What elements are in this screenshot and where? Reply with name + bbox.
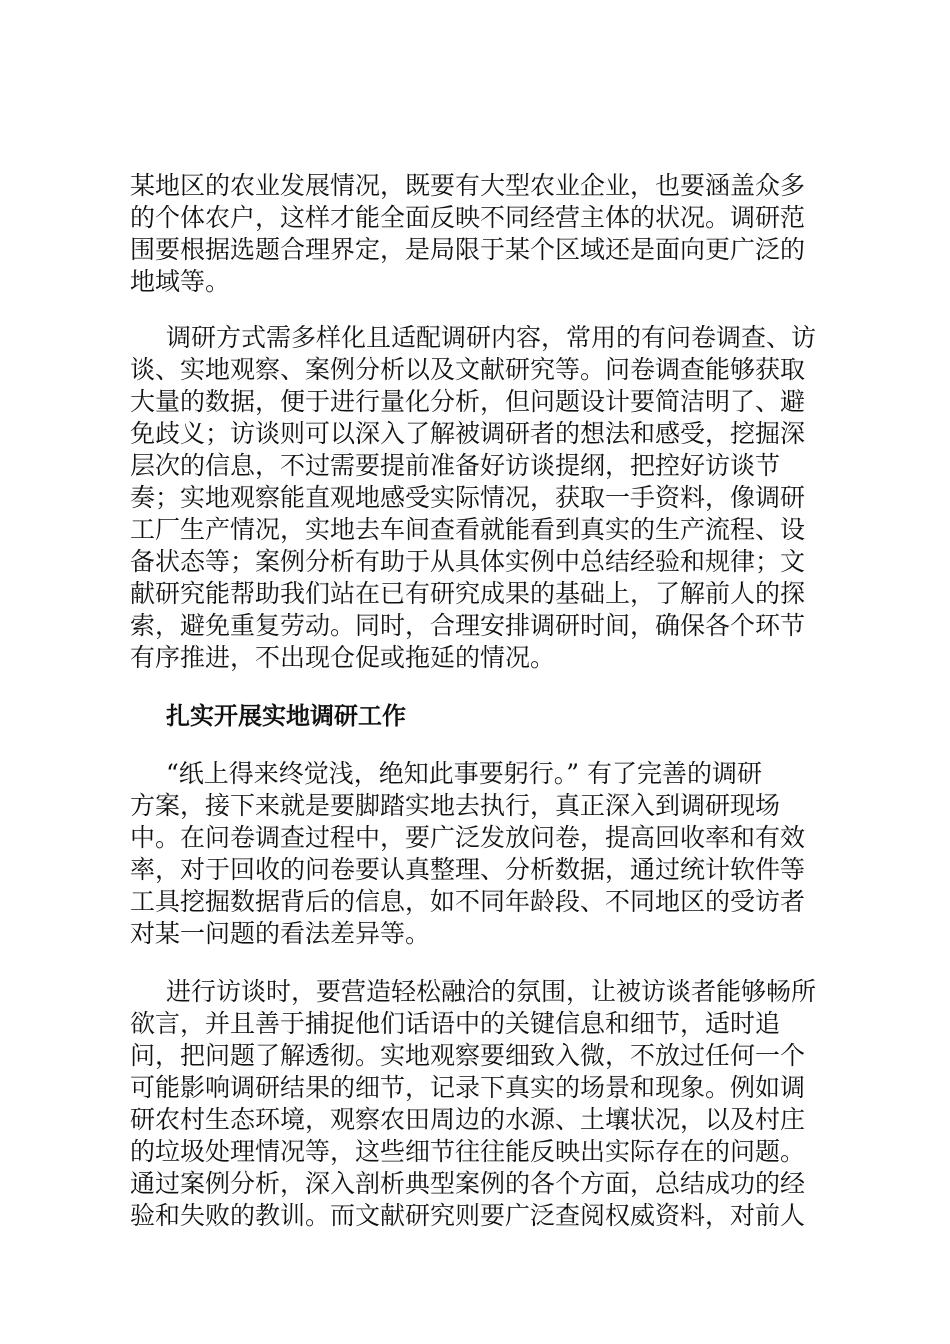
paragraph-2-line-11: 有序推进，不出现仓促或拖延的情况。: [130, 643, 556, 672]
paragraph-4-line-5: 研农村生态环境，观察农田周边的水源、土壤状况，以及村庄: [130, 1105, 806, 1134]
paragraph-4-line-4: 可能影响调研结果的细节，记录下真实的场景和现象。例如调: [130, 1073, 806, 1102]
paragraph-4-line-7: 通过案例分析，深入剖析典型案例的各个方面，总结成功的经: [130, 1169, 806, 1198]
paragraph-2-line-3: 大量的数据，便于进行量化分析，但问题设计要简洁明了、避: [130, 387, 806, 416]
section-heading: 扎实开展实地调研工作: [166, 702, 406, 730]
paragraph-2-line-1: 调研方式需多样化且适配调研内容，常用的有问卷调查、访: [166, 323, 817, 352]
paragraph-2-line-6: 奏；实地观察能直观地感受实际情况，获取一手资料，像调研: [130, 483, 806, 512]
paragraph-2-line-10: 索，避免重复劳动。同时，合理安排调研时间，确保各个环节: [130, 611, 806, 640]
paragraph-4-line-1: 进行访谈时，要营造轻松融洽的氛围，让被访谈者能够畅所: [166, 977, 817, 1006]
paragraph-2-line-8: 备状态等；案例分析有助于从具体实例中总结经验和规律；文: [130, 547, 806, 576]
paragraph-3-line-2: 方案，接下来就是要脚踏实地去执行，真正深入到调研现场: [130, 791, 781, 820]
paragraph-4-line-6: 的垃圾处理情况等，这些细节往往能反映出实际存在的问题。: [130, 1137, 806, 1166]
paragraph-1-line-3: 围要根据选题合理界定，是局限于某个区域还是面向更广泛的: [130, 235, 806, 264]
paragraph-2-line-9: 献研究能帮助我们站在已有研究成果的基础上，了解前人的探: [130, 579, 806, 608]
paragraph-2-line-2: 谈、实地观察、案例分析以及文献研究等。问卷调查能够获取: [130, 355, 806, 384]
paragraph-3-line-6: 对某一问题的看法差异等。: [130, 919, 431, 948]
paragraph-4-line-8: 验和失败的教训。而文献研究则要广泛查阅权威资料，对前人: [130, 1201, 806, 1230]
paragraph-3-line-5: 工具挖掘数据背后的信息，如不同年龄段、不同地区的受访者: [130, 887, 806, 916]
paragraph-4-line-2: 欲言，并且善于捕捉他们话语中的关键信息和细节，适时追: [130, 1009, 781, 1038]
paragraph-3-line-1: “纸上得来终觉浅，绝知此事要躬行。” 有了完善的调研: [166, 759, 763, 788]
paragraph-1-line-2: 的个体农户，这样才能全面反映不同经营主体的状况。调研范: [130, 203, 806, 232]
paragraph-3-line-4: 率，对于回收的问卷要认真整理、分析数据，通过统计软件等: [130, 855, 806, 884]
paragraph-4-line-3: 问，把问题了解透彻。实地观察要细致入微，不放过任何一个: [130, 1041, 806, 1070]
paragraph-2-line-4: 免歧义；访谈则可以深入了解被调研者的想法和感受，挖掘深: [130, 419, 806, 448]
paragraph-2-line-5: 层次的信息，不过需要提前准备好访谈提纲，把控好访谈节: [130, 451, 781, 480]
paragraph-2-line-7: 工厂生产情况，实地去车间查看就能看到真实的生产流程、设: [130, 515, 806, 544]
paragraph-3-line-3: 中。在问卷调查过程中，要广泛发放问卷，提高回收率和有效: [130, 823, 806, 852]
paragraph-1-line-1: 某地区的农业发展情况，既要有大型农业企业，也要涵盖众多: [130, 171, 806, 200]
paragraph-1-line-4: 地域等。: [130, 267, 231, 296]
